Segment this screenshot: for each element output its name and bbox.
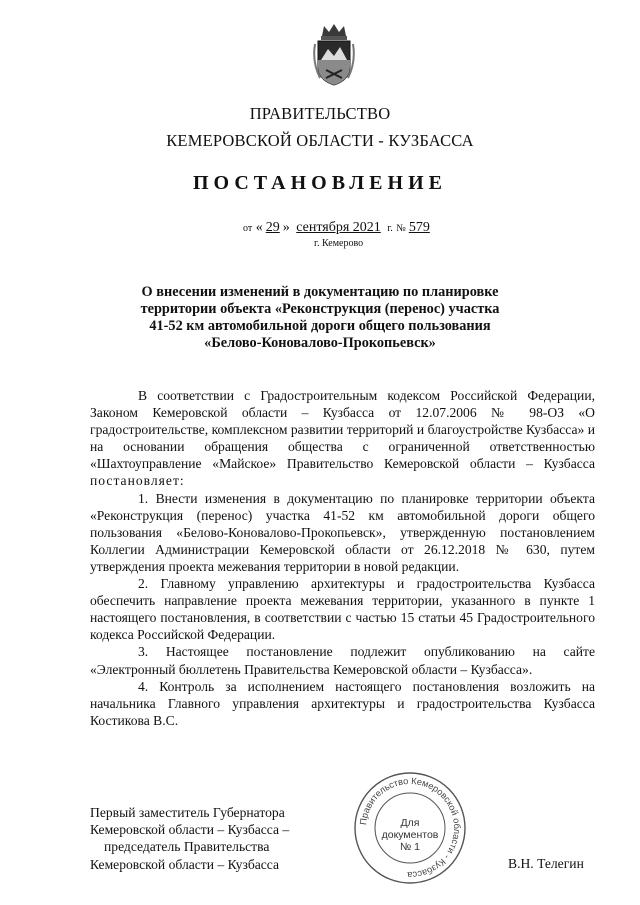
- signer-title-line: Первый заместитель Губернатора: [90, 805, 285, 820]
- seal-center-line: документов: [381, 829, 439, 841]
- seal-center-text: [369, 817, 451, 853]
- document-type-heading: ПОСТАНОВЛЕНИЕ: [193, 172, 447, 194]
- government-title-line1: ПРАВИТЕЛЬСТВО: [249, 104, 391, 123]
- resolves-word: постановляет:: [90, 473, 185, 489]
- document-subject: [100, 284, 540, 352]
- date-prefix: от: [243, 223, 253, 234]
- signer-title-line: Кемеровской области – Кузбасса –: [90, 822, 290, 838]
- preamble-paragraph: [90, 387, 595, 490]
- subject-line: 41-52 км автомобильной дороги общего пользования: [149, 318, 491, 334]
- coat-of-arms-icon: [312, 22, 356, 88]
- document-city: г. Кемерово: [314, 238, 364, 249]
- signer-title-line: Кемеровской области – Кузбасса: [90, 856, 280, 872]
- seal-ring-text: Правительство Кемеровской области - Кузбасса: [358, 775, 463, 881]
- preamble-text: В соответствии с Градостроительным кодексом Российской Федерации, Законом Кемеровской области – Кузбасса от 12.07.2006 № 98-ОЗ «О градостроительстве, комплексном развитии территорий и благоустройстве Кузбасса» и на основании обращения общества с ограниченной ответственностью «Шахтоуправление «Майское» Правительство Кемеровской области – Кузбасса: [90, 388, 595, 472]
- number-sign: №: [396, 223, 406, 234]
- date-open-quote: «: [255, 220, 263, 235]
- subject-line: территории объекта «Реконструкция (перенос) участка: [140, 301, 500, 317]
- subject-line: «Белово-Коновалово-Прокопьевск»: [204, 335, 436, 351]
- item-3-paragraph: 3. Настоящее постановление подлежит опубликованию на сайте «Электронный бюллетень Правительства Кемеровской области – Кузбасса».: [90, 644, 595, 677]
- date-day: 29: [265, 220, 280, 235]
- item-4-paragraph: 4. Контроль за исполнением настоящего постановления возложить на начальника Главного управления архитектуры и градостроительства Кузбасса Костикова В.С.: [90, 678, 595, 728]
- subject-line: О внесении изменений в документацию по планировке: [141, 284, 499, 300]
- document-dateline: [243, 220, 433, 236]
- item-1-paragraph: 1. Внести изменения в документацию по планировке территории объекта «Реконструкция (перенос) участка 41-52 км автомобильной дороги общего пользования «Белово-Коновалово-Прокопьевск», утвержденную постановлением Коллегии Администрации Кемеровской области от 26.12.2018 № 630, путем утверждения проекта межевания территории в новой редакции.: [90, 490, 595, 574]
- item-2-paragraph: 2. Главному управлению архитектуры и градостроительства Кузбасса обеспечить направление проекта межевания территории, указанного в пункте 1 настоящего постановления, в соответствии с частью 15 статьи 45 Градостроительного кодекса Российской Федерации.: [90, 576, 595, 643]
- government-title-line2: КЕМЕРОВСКОЙ ОБЛАСТИ - КУЗБАССА: [166, 131, 474, 150]
- seal-center-line: Для: [400, 817, 420, 829]
- date-year-suffix: г.: [387, 223, 393, 234]
- date-close-quote: »: [282, 220, 290, 235]
- signer-name: В.Н. Телегин: [508, 856, 584, 871]
- date-month-year: сентября 2021: [296, 220, 381, 235]
- signer-title-block: [90, 804, 289, 873]
- seal-center-line: № 1: [399, 841, 421, 853]
- document-number: 579: [408, 220, 430, 235]
- document-body: [90, 387, 595, 729]
- signer-title-line: председатель Правительства: [104, 839, 270, 855]
